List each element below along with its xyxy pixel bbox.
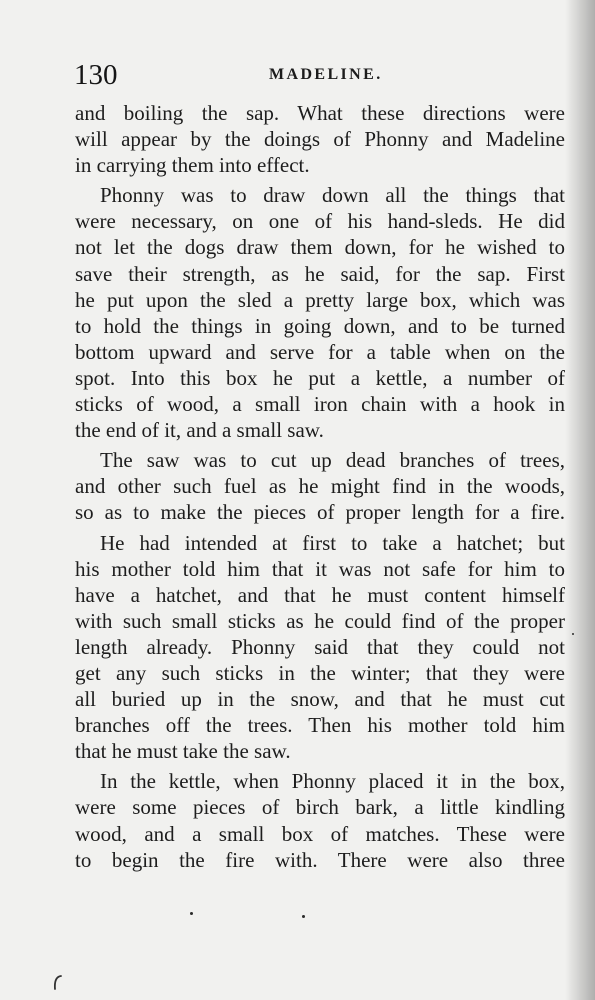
text-line: the end of it, and a small saw. — [75, 418, 324, 443]
text-line: so as to make the pieces of proper length for a fire. — [75, 500, 565, 525]
paragraph — [75, 447, 565, 525]
text-line: and boiling the sap. What these directions were — [75, 101, 565, 125]
paragraph — [75, 182, 565, 443]
text-line: were necessary, on one of his hand-sleds. He did — [75, 209, 565, 234]
text-line: length already. Phonny said that they could not — [75, 634, 565, 659]
text-line: Phonny was to draw down all the things that — [100, 183, 565, 208]
page-header — [74, 58, 564, 92]
ink-speck — [190, 912, 193, 915]
text-line: will appear by the doings of Phonny and Madeline — [75, 127, 565, 152]
text-line: to hold the things in going down, and to be turned — [75, 313, 565, 338]
text-line: save their strength, as he said, for the sap. First — [75, 261, 565, 286]
text-line: his mother told him that it was not safe for him to — [75, 556, 565, 581]
body-text — [75, 100, 565, 873]
text-line: sticks of wood, a small iron chain with a hook in — [75, 392, 565, 417]
text-line: he put upon the sled a pretty large box, which was — [75, 287, 565, 312]
text-line: He had intended at first to take a hatchet; but — [100, 530, 565, 555]
text-line: all buried up in the snow, and that he must cut — [75, 687, 565, 712]
text-line: bottom upward and serve for a table when on the — [75, 339, 565, 364]
running-head: MADELINE. — [269, 66, 383, 83]
text-line: were some pieces of birch bark, a little kindling — [75, 795, 565, 820]
paragraph — [75, 530, 565, 765]
text-line: that he must take the saw. — [75, 739, 291, 764]
text-line: and other such fuel as he might find in the woods, — [75, 474, 565, 499]
text-line: get any such sticks in the winter; that they were — [75, 660, 565, 685]
ink-speck — [572, 633, 574, 635]
paragraph — [75, 768, 565, 872]
text-line: with such small sticks as he could find of the proper — [75, 608, 565, 633]
text-line: wood, and a small box of matches. These were — [75, 821, 565, 846]
page-number: 130 — [74, 59, 118, 91]
corner-ink-mark — [52, 974, 62, 990]
paragraph — [75, 100, 565, 178]
ink-speck — [302, 915, 305, 918]
text-line: not let the dogs draw them down, for he wished to — [75, 235, 565, 260]
text-line: In the kettle, when Phonny placed it in the box, — [100, 769, 565, 794]
text-line: branches off the trees. Then his mother told him — [75, 713, 565, 738]
page-edge-shadow — [565, 0, 595, 1000]
text-line: spot. Into this box he put a kettle, a number of — [75, 365, 565, 390]
text-line: have a hatchet, and that he must content himself — [75, 582, 565, 607]
text-line: in carrying them into effect. — [75, 153, 310, 178]
text-line: to begin the fire with. There were also three — [75, 847, 565, 872]
text-line: The saw was to cut up dead branches of trees, — [100, 448, 565, 473]
